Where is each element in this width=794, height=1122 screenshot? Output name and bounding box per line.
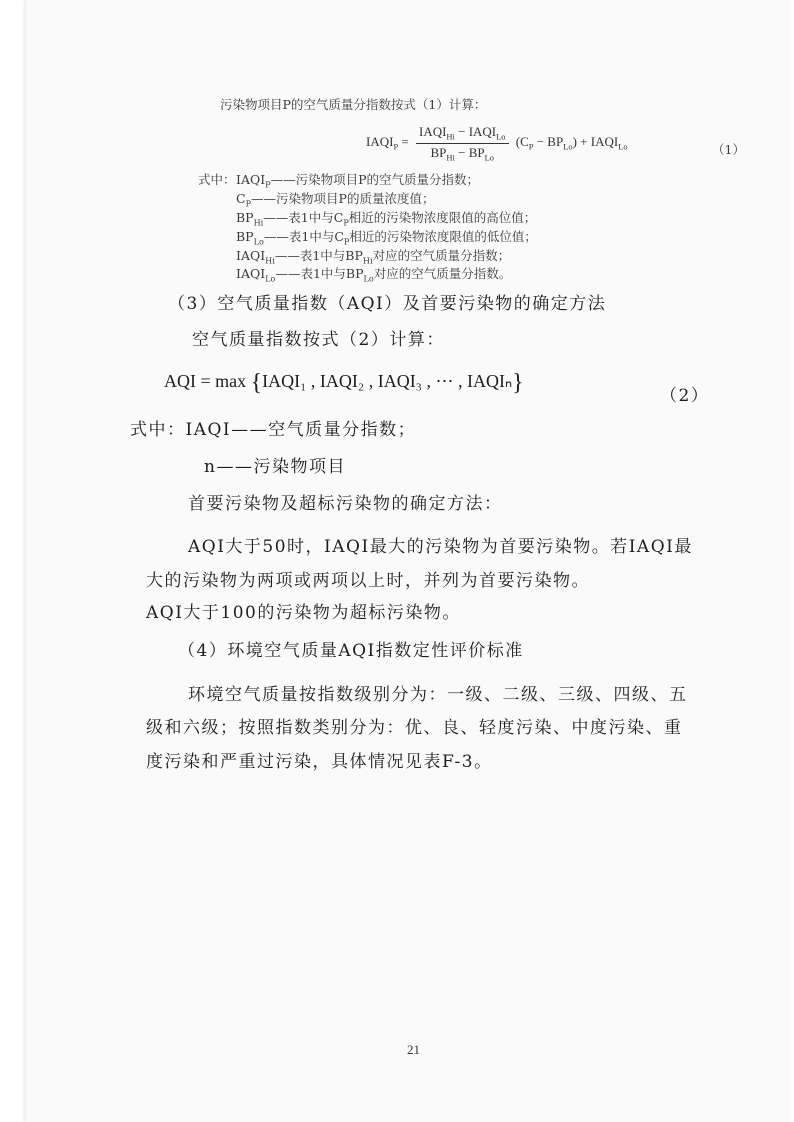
formula1-tail: $(C_P - BP_{Lo})$ + $IAQI_{Lo}$ (515, 134, 628, 152)
method-title: 首要污染物及超标污染物的确定方法： (188, 494, 503, 514)
para2: AQI大于100的污染物为超标污染物。 (146, 603, 461, 623)
def-bp-hi: $BP_{Hi}——$表1中与$C_P$相近的污染物浓度限值的高位值； (236, 210, 537, 228)
formula2-n-line: n——污染物项目 (204, 457, 346, 477)
formula2-number: （2） (660, 386, 710, 406)
formula1-number: （1） (712, 142, 745, 157)
section3-heading: （3）空气质量指数（AQI）及首要污染物的确定方法 (168, 294, 607, 314)
formula1-fraction: $\frac{IAQI_{Hi} - IAQI_{Lo}}{BP_{Hi} - BP_{Lo}}$ (416, 124, 509, 162)
formula1-intro: 污染物项目P的空气质量分指数按式（1）计算： (220, 97, 487, 112)
section4-heading: （4）环境空气质量AQI指数定性评价标准 (178, 641, 524, 661)
formula2-equation: AQI = max {IAQI₁ , IAQI₂ , IAQI₃ , ⋯ , IAQIₙ} (164, 370, 524, 396)
para1-line1: AQI大于50时，IAQI最大的污染物为首要污染物。若IAQI最 (188, 537, 693, 557)
formula1-equation: $IAQI_P$ = $\frac{IAQI_{Hi} - IAQI_{Lo}}{BP_{Hi} - BP_{Lo}}$ $(C_P - BP_{Lo})$ + $IAQI_{Lo}$ (366, 124, 628, 163)
document-page (26, 0, 791, 1122)
formula1-where-label: 式中： (198, 172, 236, 187)
def-iaqi-p: $IAQI_P——$污染物项目P的空气质量分指数； (236, 172, 480, 190)
section4-line2: 级和六级；按照指数类别分为：优、良、轻度污染、中度污染、重 (146, 718, 683, 738)
section4-line3: 度污染和严重过污染，具体情况见表F-3。 (146, 752, 493, 772)
formula2-where-line: 式中：IAQI——空气质量分指数； (130, 420, 417, 440)
section3-intro: 空气质量指数按式（2）计算： (192, 330, 445, 350)
formula1-lhs: $IAQI_P$ (366, 134, 399, 152)
section4-line1: 环境空气质量按指数级别分为：一级、二级、三级、四级、五 (188, 685, 688, 705)
def-iaqi-lo: $IAQI_{Lo}——$表1中与$BP_{Lo}$对应的空气质量分指数。 (236, 266, 512, 284)
para1-line2: 大的污染物为两项或两项以上时，并列为首要污染物。 (146, 571, 590, 591)
formula2-items: IAQI₁ , IAQI₂ , IAQI₃ , ⋯ , IAQIₙ (262, 371, 513, 391)
page-number: 21 (407, 1042, 420, 1057)
def-c-p: $C_P——$污染物项目P的质量浓度值； (236, 191, 435, 209)
def-bp-lo: $BP_{Lo}——$表1中与$C_P$相近的污染物浓度限值的低位值； (236, 229, 537, 247)
def-iaqi-hi: $IAQI_{Hi}——$表1中与$BP_{Hi}$对应的空气质量分指数； (236, 248, 511, 266)
